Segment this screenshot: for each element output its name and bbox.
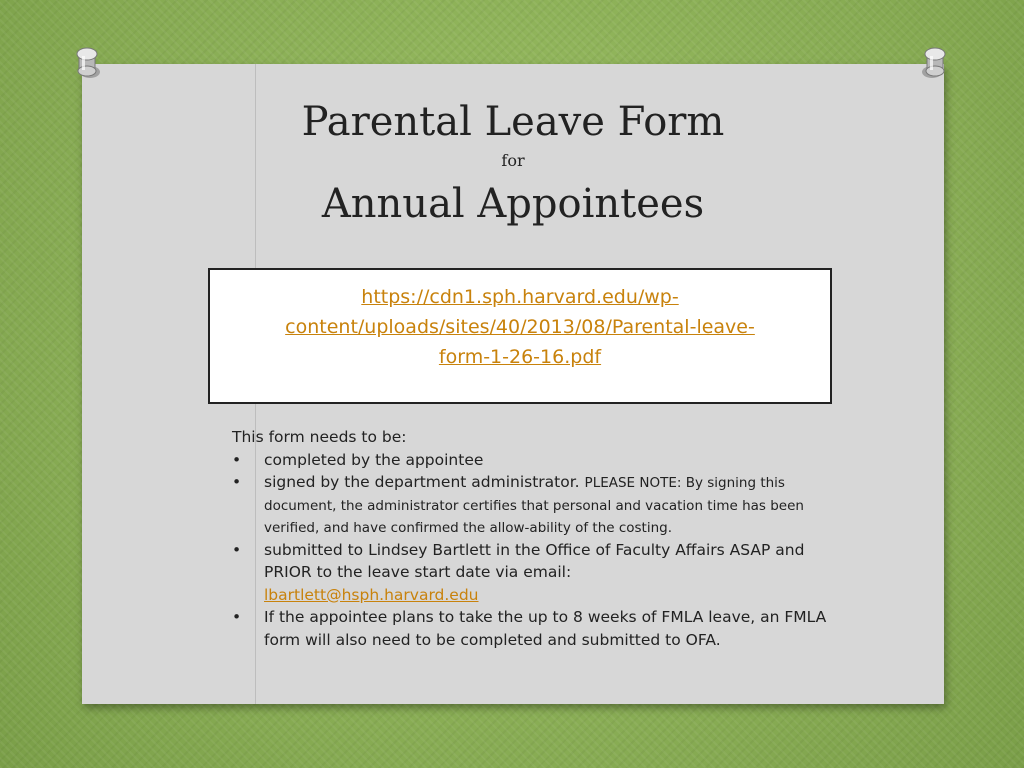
slide-title: Parental Leave Form [301, 99, 725, 145]
form-link-box [208, 268, 832, 404]
list-item [232, 449, 832, 472]
slide-subtitle: Annual Appointees [321, 181, 705, 227]
pushpin-icon [70, 42, 104, 84]
signing-note: PLEASE NOTE: By signing this document, the administrator certifies that personal and vacation time has been verified, and have confirmed the allow-ability of the costing. [264, 475, 804, 536]
form-link-line-1: https://cdn1.sph.harvard.edu/wp- [361, 286, 679, 308]
instructions-intro: This form needs to be: [232, 428, 407, 446]
list-item-text: completed by the appointee [264, 450, 484, 469]
list-item [232, 471, 832, 539]
form-link-line-3: form-1-26-16.pdf [438, 346, 602, 368]
list-item-text: submitted to Lindsey Bartlett in the Office of Faculty Affairs ASAP and PRIOR to the leave start date via email: [264, 540, 805, 581]
bullet-glyph: • [232, 473, 242, 491]
list-item-text: If the appointee plans to take the up to 8 weeks of FMLA leave, an FMLA form will also need to be completed and submitted to OFA. [264, 608, 827, 649]
list-item-text: signed by the department administrator. [264, 473, 585, 491]
form-link-line-2: content/uploads/sites/40/2013/08/Parental-leave- [285, 316, 755, 338]
list-item [232, 539, 832, 607]
bullet-glyph: • [232, 450, 242, 469]
title-connector: for [501, 151, 525, 170]
pushpin-icon [918, 42, 952, 84]
instructions-list [232, 449, 832, 652]
bullet-glyph: • [232, 540, 242, 559]
bullet-glyph: • [232, 608, 242, 626]
form-link[interactable] [285, 286, 755, 368]
list-item [232, 606, 832, 651]
instructions [232, 426, 832, 651]
email-link[interactable]: lbartlett@hsph.harvard.edu [264, 585, 479, 604]
